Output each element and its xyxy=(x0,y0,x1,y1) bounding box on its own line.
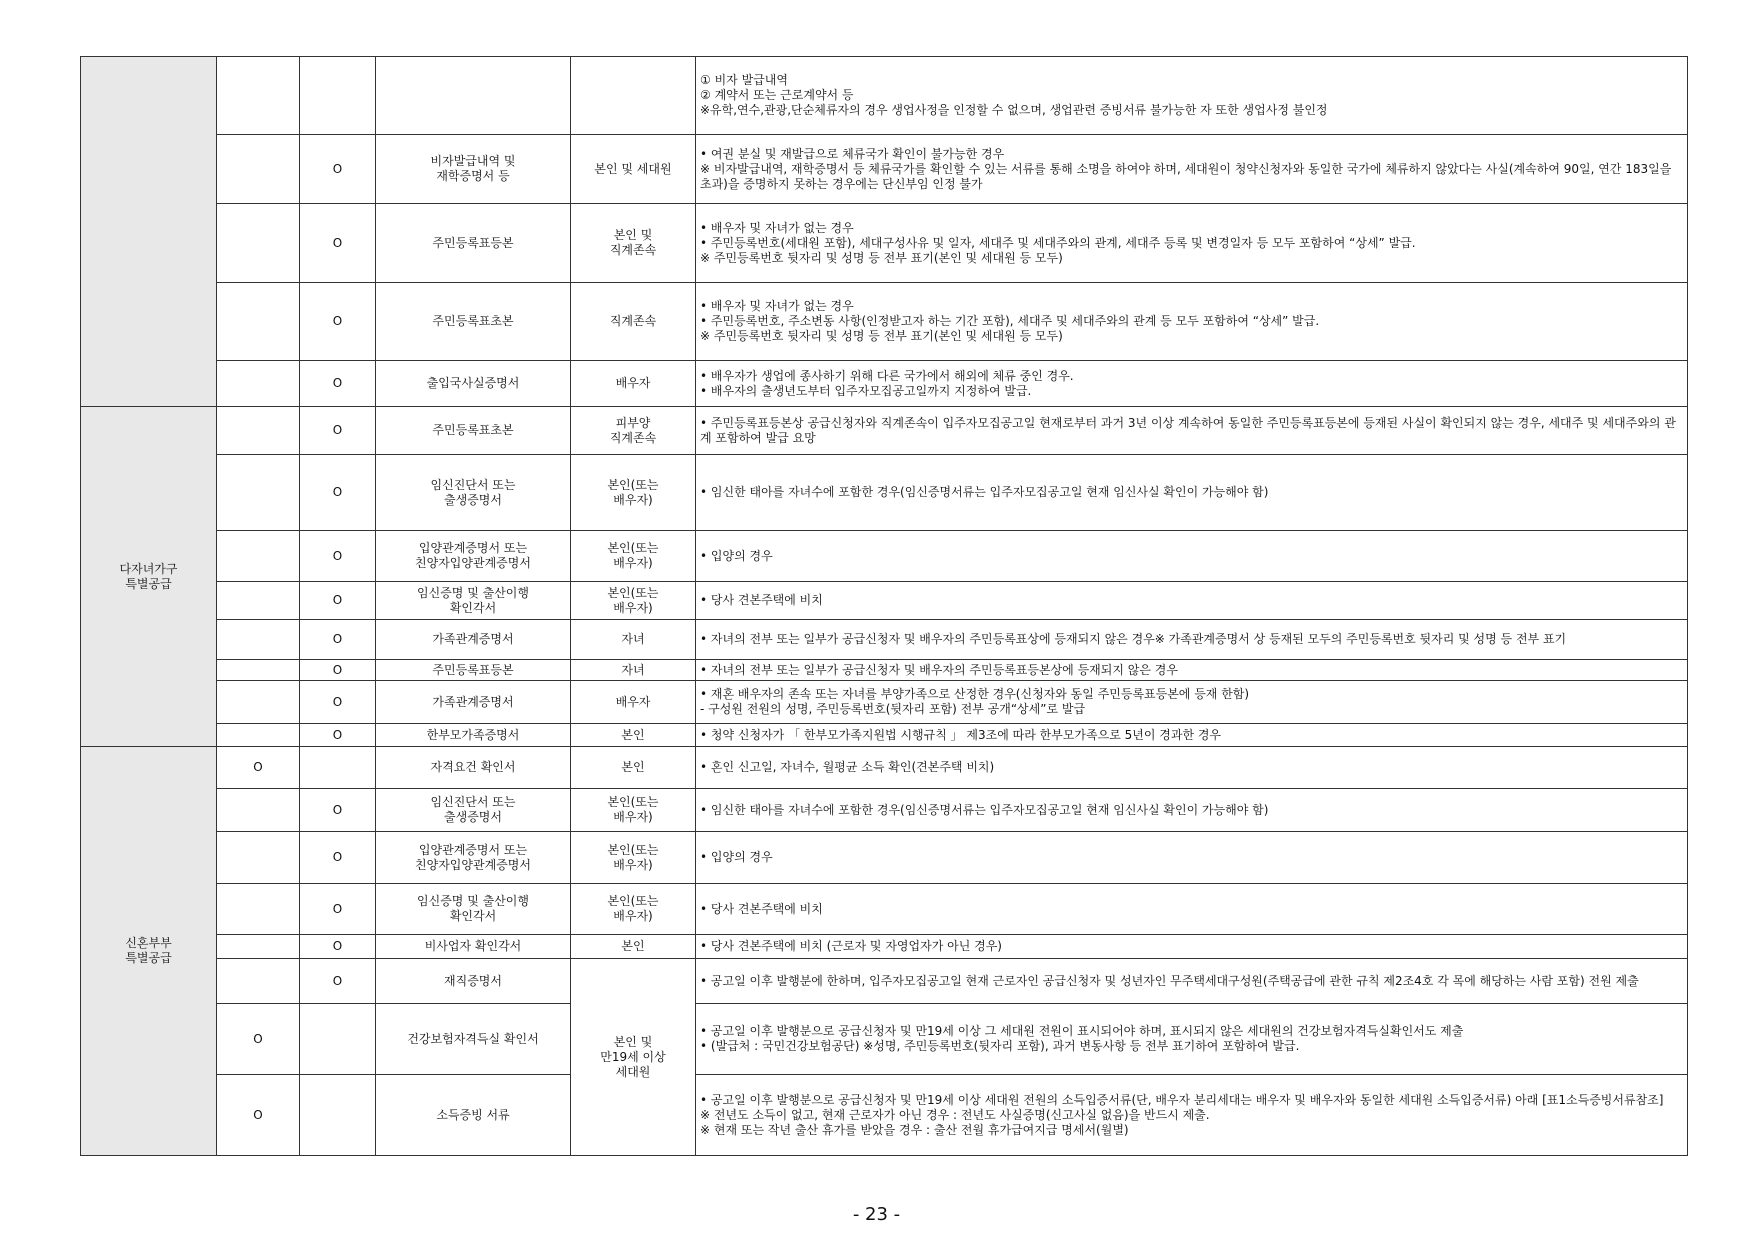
target-person-cell: 자녀 xyxy=(571,660,696,681)
optional-mark-cell xyxy=(300,747,376,789)
optional-mark-cell: O xyxy=(300,361,376,407)
required-mark-cell xyxy=(217,531,300,582)
document-name-cell: 자격요건 확인서 xyxy=(376,747,571,789)
required-mark-cell xyxy=(217,789,300,832)
optional-mark-cell: O xyxy=(300,884,376,935)
description-cell xyxy=(696,531,1688,582)
bullet-line: • 배우자 및 자녀가 없는 경우 xyxy=(700,299,854,313)
optional-mark-cell: O xyxy=(300,959,376,1004)
document-name-cell: 비자발급내역 및 재학증명서 등 xyxy=(376,135,571,204)
target-person-cell: 본인(또는 배우자) xyxy=(571,582,696,620)
target-person-cell: 배우자 xyxy=(571,681,696,724)
document-name-cell: 임신진단서 또는 출생증명서 xyxy=(376,455,571,531)
required-mark-cell xyxy=(217,681,300,724)
document-name-cell: 소득증빙 서류 xyxy=(376,1075,571,1156)
required-mark-cell xyxy=(217,935,300,959)
target-person-cell: 본인(또는 배우자) xyxy=(571,789,696,832)
table-row xyxy=(81,681,1688,724)
bullet-line: • 여권 분실 및 재발급으로 체류국가 확인이 불가능한 경우 xyxy=(700,146,1005,161)
description-cell xyxy=(696,407,1688,455)
document-name-cell: 주민등록표등본 xyxy=(376,660,571,681)
bullet-line: • 당사 견본주택에 비치 (근로자 및 자영업자가 아닌 경우) xyxy=(700,939,1002,953)
bullet-line: • 배우자가 생업에 종사하기 위해 다른 국가에서 해외에 체류 중인 경우. xyxy=(700,368,1074,383)
table-row xyxy=(81,789,1688,832)
document-name-cell: 비사업자 확인각서 xyxy=(376,935,571,959)
bullet-line: ② 계약서 또는 근로계약서 등 xyxy=(700,88,854,102)
bullet-line: • 입양의 경우 xyxy=(700,850,773,864)
required-mark-cell xyxy=(217,57,300,135)
document-name-cell: 임신증명 및 출산이행 확인각서 xyxy=(376,582,571,620)
note-line: ※ 전년도 소득이 없고, 현재 근로자가 아닌 경우 : 전년도 사실증명(신고사실 없음)을 반드시 제출. xyxy=(700,1107,1210,1122)
description-cell xyxy=(696,455,1688,531)
table-row xyxy=(81,959,1688,1004)
required-mark-cell: O xyxy=(217,747,300,789)
bullet-line: • 자녀의 전부 또는 일부가 공급신청자 및 배우자의 주민등록표상에 등재되지 않은 경우※ 가족관계증명서 상 등재된 모두의 주민등록번호 뒷자리 및 성명 등 전부 표기 xyxy=(700,632,1567,646)
optional-mark-cell: O xyxy=(300,724,376,747)
table-row xyxy=(81,531,1688,582)
bullet-line: • 입양의 경우 xyxy=(700,548,773,563)
category-newlywed-special-supply: 신혼부부 특별공급 xyxy=(81,747,217,1156)
table-row xyxy=(81,832,1688,884)
description-cell xyxy=(696,789,1688,832)
description-cell xyxy=(696,935,1688,959)
target-person-cell: 본인 및 만19세 이상 세대원 xyxy=(571,959,696,1156)
description-cell xyxy=(696,959,1688,1004)
description-cell xyxy=(696,620,1688,660)
optional-mark-cell xyxy=(300,1004,376,1075)
description-cell xyxy=(696,1004,1688,1075)
target-person-cell: 본인 xyxy=(571,724,696,747)
note-line: ※ 주민등록번호 뒷자리 및 성명 등 전부 표기(본인 및 세대원 등 모두) xyxy=(700,329,1063,343)
table-row xyxy=(81,724,1688,747)
document-name-cell: 주민등록표초본 xyxy=(376,407,571,455)
required-mark-cell: O xyxy=(217,1075,300,1156)
category-cell xyxy=(81,57,217,407)
description-cell xyxy=(696,135,1688,204)
document-table xyxy=(80,56,1688,1156)
table-row xyxy=(81,455,1688,531)
document-name-cell: 재직증명서 xyxy=(376,959,571,1004)
description-cell xyxy=(696,747,1688,789)
note-line: ※ 주민등록번호 뒷자리 및 성명 등 전부 표기(본인 및 세대원 등 모두) xyxy=(700,250,1063,265)
target-person-cell: 피부양 직계존속 xyxy=(571,407,696,455)
table-row xyxy=(81,283,1688,361)
bullet-line: • 배우자의 출생년도부터 입주자모집공고일까지 지정하여 발급. xyxy=(700,383,1032,398)
description-cell xyxy=(696,724,1688,747)
required-mark-cell xyxy=(217,361,300,407)
optional-mark-cell: O xyxy=(300,135,376,204)
document-name-cell: 가족관계증명서 xyxy=(376,620,571,660)
table-row xyxy=(81,935,1688,959)
bullet-line: ① 비자 발급내역 xyxy=(700,73,788,87)
table-row xyxy=(81,204,1688,283)
description-cell xyxy=(696,1075,1688,1156)
bullet-line: • 임신한 태아를 자녀수에 포함한 경우(임신증명서류는 입주자모집공고일 현재 임신사실 확인이 가능해야 함) xyxy=(700,485,1269,499)
table-row xyxy=(81,57,1688,135)
required-mark-cell xyxy=(217,884,300,935)
target-person-cell: 본인 xyxy=(571,935,696,959)
bullet-line: • 재혼 배우자의 존속 또는 자녀를 부양가족으로 산정한 경우(신청자와 동일 주민등록표등본에 등재 한함) xyxy=(700,687,1250,701)
optional-mark-cell: O xyxy=(300,935,376,959)
optional-mark-cell xyxy=(300,57,376,135)
table-row xyxy=(81,1075,1688,1156)
required-mark-cell xyxy=(217,724,300,747)
required-mark-cell xyxy=(217,204,300,283)
table-row xyxy=(81,620,1688,660)
note-line: ※유학,연수,관광,단순체류자의 경우 생업사정을 인정할 수 없으며, 생업관련 증빙서류 불가능한 자 또한 생업사정 불인정 xyxy=(700,103,1328,117)
bullet-line: • (발급처 : 국민건강보험공단) ※성명, 주민등록번호(뒷자리 포함), 과거 변동사항 등 전부 표기하여 포함하여 발급. xyxy=(700,1039,1300,1053)
required-mark-cell xyxy=(217,135,300,204)
table-row xyxy=(81,884,1688,935)
optional-mark-cell: O xyxy=(300,660,376,681)
description-cell xyxy=(696,582,1688,620)
description-cell xyxy=(696,681,1688,724)
table-row xyxy=(81,747,1688,789)
target-person-cell xyxy=(571,57,696,135)
document-name-cell: 임신진단서 또는 출생증명서 xyxy=(376,789,571,832)
bullet-line: • 공고일 이후 발행분으로 공급신청자 및 만19세 이상 세대원 전원의 소득입증서류(단, 배우자 분리세대는 배우자 및 배우자와 동일한 세대원 소득입증서류) 아래 [표1소득증빙서류참조] xyxy=(700,1092,1664,1107)
document-name-cell: 주민등록표등본 xyxy=(376,204,571,283)
target-person-cell: 본인 및 직계존속 xyxy=(571,204,696,283)
note-line: ※ 비자발급내역, 재학증명서 등 체류국가를 확인할 수 있는 서류를 통해 소명을 하여야 하며, 세대원이 청약신청자와 동일한 국가에 체류하지 않았다는 사실(계속하여 90일, 연간 183일을 초과)을 증명하지 못하는 경우에는 단신부임 인정 불가 xyxy=(700,161,1672,191)
target-person-cell: 배우자 xyxy=(571,361,696,407)
table-row xyxy=(81,1004,1688,1075)
document-name-cell: 한부모가족증명서 xyxy=(376,724,571,747)
target-person-cell: 본인(또는 배우자) xyxy=(571,531,696,582)
bullet-line: • 공고일 이후 발행분에 한하며, 입주자모집공고일 현재 근로자인 공급신청자 및 성년자인 무주택세대구성원(주택공급에 관한 규칙 제2조4호 각 목에 해당하는 사람 포함) 전원 제출 xyxy=(700,973,1639,988)
description-cell xyxy=(696,660,1688,681)
bullet-line: • 당사 견본주택에 비치 xyxy=(700,901,823,916)
required-mark-cell xyxy=(217,620,300,660)
bullet-line: • 배우자 및 자녀가 없는 경우 xyxy=(700,220,854,235)
optional-mark-cell: O xyxy=(300,204,376,283)
table-row xyxy=(81,407,1688,455)
optional-mark-cell: O xyxy=(300,681,376,724)
description-cell xyxy=(696,204,1688,283)
bullet-line: • 주민등록번호(세대원 포함), 세대구성사유 및 일자, 세대주 및 세대주와의 관계, 세대주 등록 및 변경일자 등 모두 포함하여 “상세” 발급. xyxy=(700,235,1416,250)
bullet-line: • 임신한 태아를 자녀수에 포함한 경우(임신증명서류는 입주자모집공고일 현재 임신사실 확인이 가능해야 함) xyxy=(700,802,1269,817)
description-cell xyxy=(696,57,1688,135)
page-number: - 23 - xyxy=(852,1204,901,1225)
table-row xyxy=(81,361,1688,407)
bullet-line: • 혼인 신고일, 자녀수, 월평균 소득 확인(견본주택 비치) xyxy=(700,760,995,774)
required-mark-cell xyxy=(217,455,300,531)
bullet-line: • 자녀의 전부 또는 일부가 공급신청자 및 배우자의 주민등록표등본상에 등재되지 않은 경우 xyxy=(700,662,1178,677)
bullet-line: - 구성원 전원의 성명, 주민등록번호(뒷자리 포함) 전부 공개“상세”로 발급 xyxy=(700,702,1086,716)
bullet-line: • 공고일 이후 발행분으로 공급신청자 및 만19세 이상 그 세대원 전원이 표시되어야 하며, 표시되지 않은 세대원의 건강보험자격득실확인서도 제출 xyxy=(700,1024,1464,1038)
note-line: ※ 현재 또는 작년 출산 휴가를 받았을 경우 : 출산 전월 휴가급여지급 명세서(월별) xyxy=(700,1122,1129,1137)
bullet-line: • 청약 신청자가 「 한부모가족지원법 시행규칙 」 제3조에 따라 한부모가족으로 5년이 경과한 경우 xyxy=(700,727,1222,742)
target-person-cell: 직계존속 xyxy=(571,283,696,361)
required-mark-cell xyxy=(217,407,300,455)
optional-mark-cell: O xyxy=(300,582,376,620)
required-mark-cell: O xyxy=(217,1004,300,1075)
document-name-cell: 입양관계증명서 또는 친양자입양관계증명서 xyxy=(376,832,571,884)
target-person-cell: 본인 xyxy=(571,747,696,789)
table-row xyxy=(81,135,1688,204)
target-person-cell: 본인(또는 배우자) xyxy=(571,884,696,935)
target-person-cell: 본인(또는 배우자) xyxy=(571,455,696,531)
table-row xyxy=(81,582,1688,620)
document-name-cell: 건강보험자격득실 확인서 xyxy=(376,1004,571,1075)
bullet-line: • 당사 견본주택에 비치 xyxy=(700,593,823,607)
target-person-cell: 자녀 xyxy=(571,620,696,660)
optional-mark-cell: O xyxy=(300,620,376,660)
required-mark-cell xyxy=(217,582,300,620)
document-name-cell xyxy=(376,57,571,135)
document-name-cell: 가족관계증명서 xyxy=(376,681,571,724)
target-person-cell: 본인 및 세대원 xyxy=(571,135,696,204)
bullet-line: • 주민등록표등본상 공급신청자와 직계존속이 입주자모집공고일 현재로부터 과거 3년 이상 계속하여 동일한 주민등록표등본에 등재된 사실이 확인되지 않는 경우, 세대주 및 세대주와의 관계 포함하여 발급 요망 xyxy=(700,415,1676,445)
required-mark-cell xyxy=(217,283,300,361)
category-multi-child-special-supply: 다자녀가구 특별공급 xyxy=(81,407,217,747)
description-cell xyxy=(696,832,1688,884)
optional-mark-cell: O xyxy=(300,283,376,361)
document-name-cell: 입양관계증명서 또는 친양자입양관계증명서 xyxy=(376,531,571,582)
bullet-line: • 주민등록번호, 주소변동 사항(인정받고자 하는 기간 포함), 세대주 및 세대주와의 관계 등 모두 포함하여 “상세” 발급. xyxy=(700,314,1320,328)
document-name-cell: 출입국사실증명서 xyxy=(376,361,571,407)
required-mark-cell xyxy=(217,959,300,1004)
table-row xyxy=(81,660,1688,681)
description-cell xyxy=(696,283,1688,361)
optional-mark-cell: O xyxy=(300,455,376,531)
document-name-cell: 주민등록표초본 xyxy=(376,283,571,361)
target-person-cell: 본인(또는 배우자) xyxy=(571,832,696,884)
optional-mark-cell: O xyxy=(300,407,376,455)
optional-mark-cell: O xyxy=(300,832,376,884)
description-cell xyxy=(696,361,1688,407)
required-mark-cell xyxy=(217,660,300,681)
optional-mark-cell xyxy=(300,1075,376,1156)
optional-mark-cell: O xyxy=(300,531,376,582)
required-mark-cell xyxy=(217,832,300,884)
description-cell xyxy=(696,884,1688,935)
optional-mark-cell: O xyxy=(300,789,376,832)
document-name-cell: 임신증명 및 출산이행 확인각서 xyxy=(376,884,571,935)
